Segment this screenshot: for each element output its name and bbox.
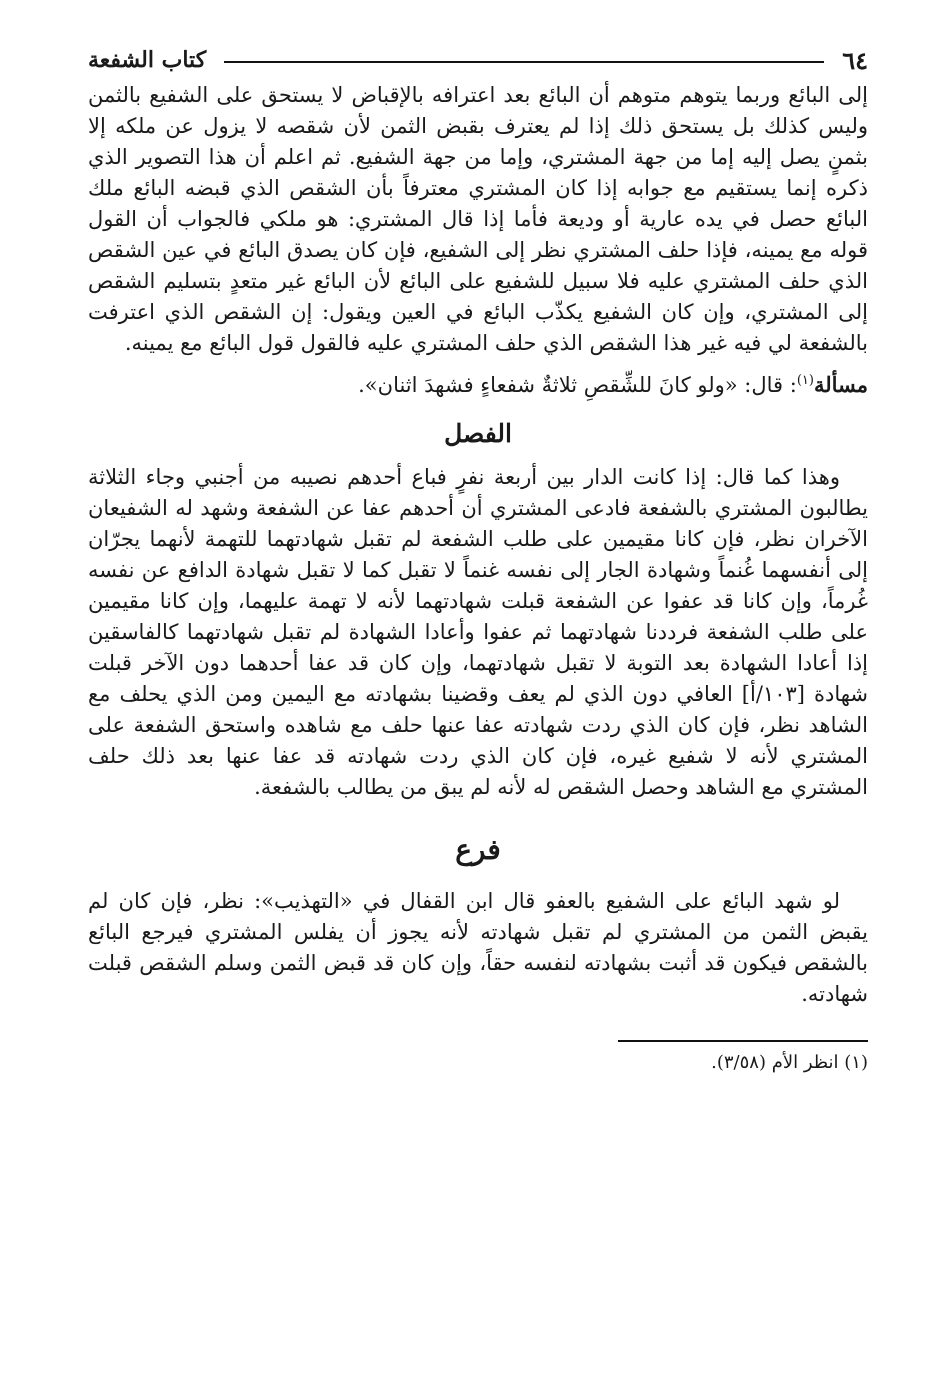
footnote: (١) انظر الأم (٣/٥٨). bbox=[711, 1052, 868, 1073]
book-page bbox=[88, 40, 868, 1076]
footnote-ref: (١) bbox=[796, 373, 814, 388]
question-label: مسألة bbox=[813, 372, 868, 397]
section-title: الفصل bbox=[444, 419, 512, 448]
header-rule bbox=[224, 61, 824, 63]
section-paragraph: وهذا كما قال: إذا كانت الدار بين أربعة نفرٍ فباع أحدهم نصيبه من أجنبي وجاء الثلاثة يطالبون المشتري بالشفعة فادعى المشتري أن أحدهم عفا عن الشفعة وشهد له الشفيعان الآخران نظر، فإن كانا مقيمين على طلب الشفعة لم تقبل شهادتهما للتهمة لأنهما يجرّان إلى أنفسهما غُنماً وشهادة الجار إلى نفسه غنماً لا تقبل كما لا تقبل شهادة الدافع عن نفسه غُرماً، وإن كانا قد عفوا عن الشفعة قبلت شهادتهما لأنه لا تهمة عليهما، وإن كانا مقيمين على طلب الشفعة فرددنا شهادتهما ثم عفوا وأعادا الشهادة لم تقبل شهادتهما كالفاسقين إذا أعادا الشهادة بعد التوبة لا تقبل شهادتهما، وإن كان قد عفا أحدهما دون الآخر قبلت شهادة [١٠٣/أ] العافي دون الذي لم يعف وقضينا بشهادته مع اليمين ومن الذي يحلف مع الشاهد نظر، فإن كان الذي ردت شهادته عفا عنها حلف مع شاهده واستحق الشفعة على المشتري لأنه لا شفيع غيره، فإن كان الذي ردت شهادته قد عفا عنها بعد ذلك حلف المشتري مع الشاهد وحصل الشقص له لأنه لم يبق من يطالب بالشفعة. bbox=[88, 465, 869, 799]
body-paragraph: إلى البائع وربما يتوهم متوهم أن البائع بعد اعترافه بالإقباض لا يستحق على الشفيع بالثمن وليس كذلك بل يستحق ذلك إذا لم يعترف بقبض الثمن لأن شقصه لا يزول عن ملكه إلا بثمنٍ يصل إليه إما من جهة المشتري، وإما من جهة الشفيع. ثم اعلم أن هذا التصوير الذي ذكره إنما يستقيم مع جوابه إذا كان المشتري معترفاً بأن الشقص الذي قبضه البائع ملك البائع حصل في يده عارية أو وديعة فأما إذا قال المشتري: هو ملكي فالجواب أن القول قوله مع يمينه، فإذا حلف المشتري نظر إلى الشفيع، فإن كان يصدق البائع في عين الشقص الذي حلف المشتري عليه فلا سبيل للشفيع على البائع لأن البائع غير متعدٍ بتسليم الشقص إلى المشتري، وإن كان الشفيع يكذّب البائع في العين ويقول: إن الشقص الذي اعترفت بالشفعة لي فيه غير هذا الشقص الذي حلف المشتري عليه فالقول قول البائع مع يمينه. bbox=[88, 83, 868, 355]
running-header bbox=[88, 40, 868, 80]
book-title: كتاب الشفعة bbox=[88, 47, 207, 73]
subsection-title: فرع bbox=[455, 833, 501, 866]
question-text: : قال: «ولو كانَ للشِّقصِ ثلاثةٌ شفعاءٍ فشهدَ اثنان». bbox=[358, 373, 797, 397]
page-number: ٦٤ bbox=[842, 45, 868, 75]
subsection-paragraph: لو شهد البائع على الشفيع بالعفو قال ابن القفال في «التهذيب»: نظر، فإن كان لم يقبض الثمن من المشتري لم تقبل شهادته لأنه يجوز أن يفلس المشتري فيرجع البائع بالشقص فيكون قد أثبت بشهادته لنفسه حقاً، وإن كان قد قبض الثمن وسلم الشقص قبلت شهادته. bbox=[88, 889, 868, 1006]
footnote-rule bbox=[618, 1040, 868, 1042]
question-line bbox=[88, 365, 868, 401]
